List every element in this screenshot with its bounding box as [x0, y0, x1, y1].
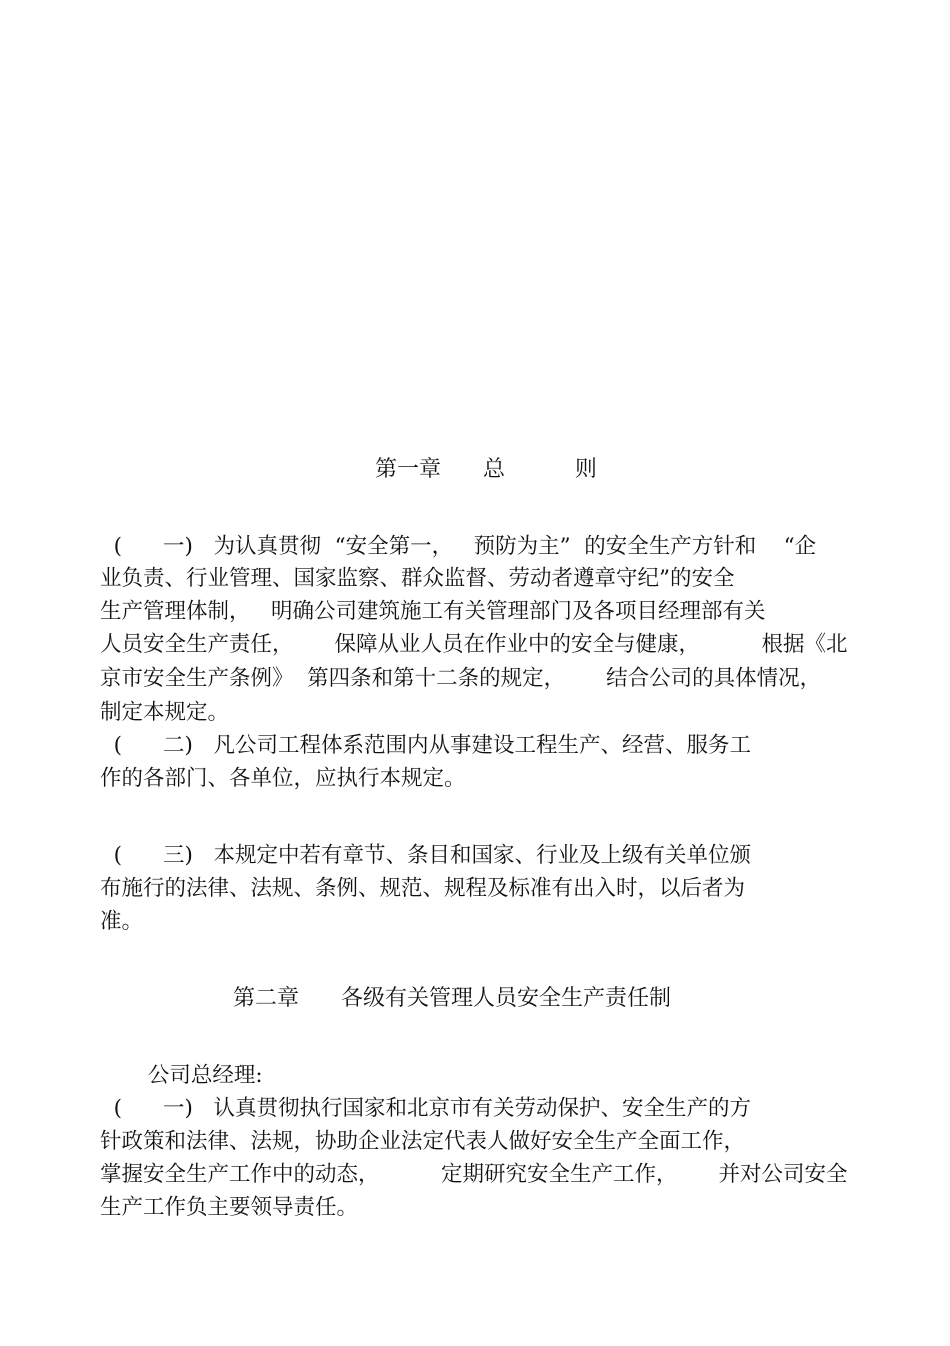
paragraph-line: ( 三) 本规定中若有章节、条目和国家、行业及上级有关单位颁	[100, 843, 751, 868]
paragraph-line: 制定本规定。	[100, 700, 230, 725]
role-heading: 公司总经理:	[100, 1063, 263, 1088]
paragraph-line: ( 一) 为认真贯彻 “安全第一， 预防为主” 的安全生产方针和 “企	[100, 534, 817, 559]
paragraph-line: 布施行的法律、法规、条例、规范、规程及标准有出入时，以后者为	[100, 876, 746, 901]
paragraph-line: 业负责、行业管理、国家监察、群众监督、劳动者遵章守纪”的安全	[100, 566, 735, 591]
paragraph-line: ( 一) 认真贯彻执行国家和北京市有关劳动保护、安全生产的方	[100, 1096, 751, 1121]
paragraph-line: 针政策和法律、法规，协助企业法定代表人做好安全生产全面工作，	[100, 1129, 746, 1154]
paragraph-line: 准。	[100, 909, 144, 934]
chapter-2-title: 第二章 各级有关管理人员安全生产责任制	[233, 986, 671, 1011]
paragraph-line: 生产管理体制， 明确公司建筑施工有关管理部门及各项目经理部有关	[100, 599, 766, 624]
paragraph-line: 作的各部门、各单位，应执行本规定。	[100, 766, 466, 791]
paragraph-line: 人员安全生产责任， 保障从业人员在作业中的安全与健康， 根据《北	[100, 632, 848, 657]
paragraph-line: 生产工作负主要领导责任。	[100, 1195, 359, 1220]
paragraph-line: ( 二) 凡公司工程体系范围内从事建设工程生产、经营、服务工	[100, 733, 751, 758]
chapter-1-title: 第一章 总 则	[375, 457, 597, 482]
paragraph-line: 京市安全生产条例》 第四条和第十二条的规定， 结合公司的具体情况，	[100, 666, 822, 691]
paragraph-line: 掌握安全生产工作中的动态， 定期研究安全生产工作， 并对公司安全	[100, 1162, 848, 1187]
